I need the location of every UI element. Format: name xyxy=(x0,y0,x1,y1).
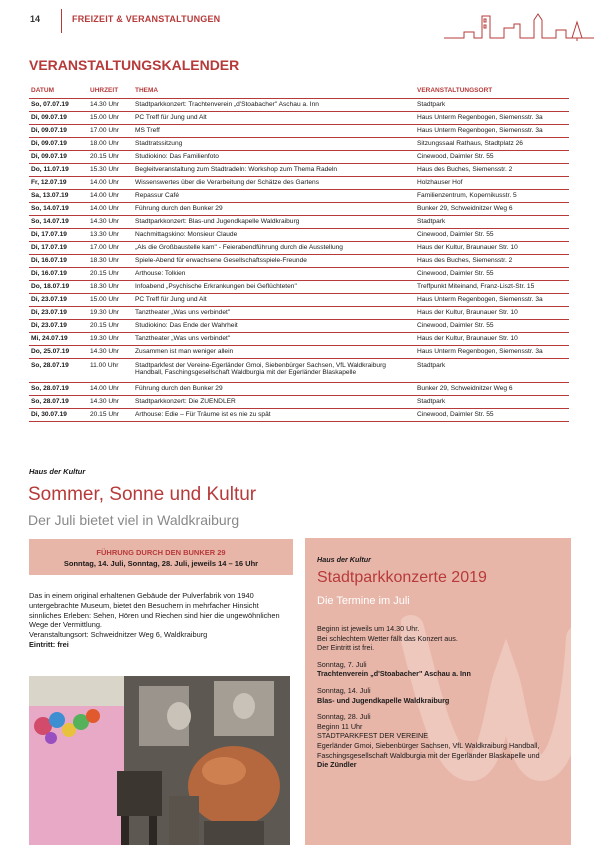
event-calendar-table xyxy=(29,84,569,422)
feature-kicker: Haus der Kultur xyxy=(29,467,86,476)
event-venue: Haus Unterm Regenbogen, Siemensstr. 3a xyxy=(415,293,569,306)
event-venue: Haus der Kultur, Braunauer Str. 10 xyxy=(415,306,569,319)
table-row xyxy=(29,358,569,382)
event-topic: PC Treff für Jung und Alt xyxy=(133,293,415,306)
event-date: Di, 09.07.19 xyxy=(29,150,88,163)
event-topic: Begleitveranstaltung zum Stadtradeln: Workshop zum Thema Radeln xyxy=(133,163,415,176)
bunker-entry-fee: Eintritt: frei xyxy=(29,639,69,649)
event-time: 14.30 Uhr xyxy=(88,345,133,358)
event-time: 15.30 Uhr xyxy=(88,163,133,176)
bunker-tour-title: FÜHRUNG DURCH DEN BUNKER 29 xyxy=(96,548,226,557)
event-topic: Studiokino: Das Ende der Wahrheit xyxy=(133,319,415,332)
event-venue: Haus der Kultur, Braunauer Str. 10 xyxy=(415,332,569,345)
table-row xyxy=(29,228,569,241)
event-date: Di, 23.07.19 xyxy=(29,306,88,319)
event-time: 15.00 Uhr xyxy=(88,111,133,124)
table-header-row xyxy=(29,84,569,98)
event-time: 20.15 Uhr xyxy=(88,150,133,163)
event-time: 20.15 Uhr xyxy=(88,267,133,280)
event-topic: Stadtparkkonzert: Die ZUENDLER xyxy=(133,395,415,408)
event-date: Do, 11.07.19 xyxy=(29,163,88,176)
event-date: Fr, 12.07.19 xyxy=(29,176,88,189)
event-date: Do, 18.07.19 xyxy=(29,280,88,293)
event-venue: Cinewood, Daimler Str. 55 xyxy=(415,408,569,421)
event-venue: Stadtpark xyxy=(415,358,569,382)
event-topic: Tanztheater „Was uns verbindet" xyxy=(133,306,415,319)
event-topic: Stadtparkkonzert: Trachtenverein „d'Stoabacher" Aschau a. Inn xyxy=(133,98,415,111)
concert-band: Trachtenverein „d'Stoabacher" Aschau a. Inn xyxy=(317,669,471,679)
table-row xyxy=(29,306,569,319)
event-date: So, 14.07.19 xyxy=(29,215,88,228)
table-row xyxy=(29,176,569,189)
table-row xyxy=(29,345,569,358)
event-time: 20.15 Uhr xyxy=(88,319,133,332)
event-date: So, 28.07.19 xyxy=(29,358,88,382)
concert-date: Sonntag, 14. Juli xyxy=(317,685,371,695)
event-date: Do, 25.07.19 xyxy=(29,345,88,358)
event-topic: Spiele-Abend für erwachsene Gesellschaftsspiele-Freunde xyxy=(133,254,415,267)
feature-title: Sommer, Sonne und Kultur xyxy=(28,484,257,505)
event-venue: Haus des Buches, Siemensstr. 2 xyxy=(415,163,569,176)
column-header-venue: VERANSTALTUNGSORT xyxy=(415,84,569,98)
event-venue: Familienzentrum, Kopernikusstr. 5 xyxy=(415,189,569,202)
city-skyline-icon xyxy=(444,10,594,44)
concerts-title: Stadtparkkonzerte 2019 xyxy=(317,569,487,586)
calendar-title: VERANSTALTUNGSKALENDER xyxy=(29,57,240,73)
event-topic: Infoabend „Psychische Erkrankungen bei Geflüchteten" xyxy=(133,280,415,293)
event-time: 17.00 Uhr xyxy=(88,124,133,137)
event-time: 15.00 Uhr xyxy=(88,293,133,306)
concerts-kicker: Haus der Kultur xyxy=(317,555,371,564)
event-time: 14.30 Uhr xyxy=(88,395,133,408)
event-topic: Wissenswertes über die Verarbeitung der Schätze des Gartens xyxy=(133,176,415,189)
bunker-tour-banner xyxy=(29,539,293,575)
event-time: 17.00 Uhr xyxy=(88,241,133,254)
event-topic: Führung durch den Bunker 29 xyxy=(133,202,415,215)
event-venue: Stadtpark xyxy=(415,98,569,111)
table-row xyxy=(29,332,569,345)
table-row xyxy=(29,241,569,254)
table-row xyxy=(29,189,569,202)
concert-fest-title: STADTPARKFEST DER VEREINE xyxy=(317,731,429,741)
event-venue: Cinewood, Daimler Str. 55 xyxy=(415,150,569,163)
event-date: Di, 09.07.19 xyxy=(29,137,88,150)
table-row xyxy=(29,98,569,111)
table-row xyxy=(29,382,569,395)
museum-photo-illustration xyxy=(29,676,290,845)
table-row xyxy=(29,280,569,293)
concert-date-item xyxy=(317,686,567,705)
table-row xyxy=(29,111,569,124)
event-date: Di, 23.07.19 xyxy=(29,319,88,332)
park-concerts-box xyxy=(305,538,571,845)
column-header-date: DATUM xyxy=(29,84,88,98)
event-venue: Bunker 29, Schweidnitzer Weg 6 xyxy=(415,382,569,395)
concerts-intro xyxy=(317,624,567,653)
concert-band: Die Zündler xyxy=(317,760,357,770)
event-venue: Stadtpark xyxy=(415,395,569,408)
table-row xyxy=(29,215,569,228)
table-row xyxy=(29,150,569,163)
event-date: Di, 17.07.19 xyxy=(29,228,88,241)
page-number: 14 xyxy=(30,14,41,24)
event-time: 14.00 Uhr xyxy=(88,202,133,215)
event-topic: PC Treff für Jung und Alt xyxy=(133,111,415,124)
table-row xyxy=(29,293,569,306)
table-row xyxy=(29,163,569,176)
event-topic: Nachmittagskino: Monsieur Claude xyxy=(133,228,415,241)
event-venue: Haus Unterm Regenbogen, Siemensstr. 3a xyxy=(415,124,569,137)
concerts-start-time: Beginn ist jeweils um 14.30 Uhr. xyxy=(317,624,420,633)
event-time: 20.15 Uhr xyxy=(88,408,133,421)
table-row xyxy=(29,137,569,150)
event-venue: Haus des Buches, Siemensstr. 2 xyxy=(415,254,569,267)
event-topic: Tanztheater „Was uns verbindet" xyxy=(133,332,415,345)
event-time: 11.00 Uhr xyxy=(88,358,133,382)
event-venue: Cinewood, Daimler Str. 55 xyxy=(415,319,569,332)
event-time: 18.00 Uhr xyxy=(88,137,133,150)
event-topic: Stadtparkfest der Vereine-Egerländer Gmoi, Siebenbürger Sachsen, VfL Waldkraiburg Handball, Faschingsgesellschaft Waldburgia mit der Egerländer Blaskapelle xyxy=(133,358,415,382)
event-time: 13.30 Uhr xyxy=(88,228,133,241)
header-divider xyxy=(61,9,62,33)
bunker-description xyxy=(29,591,293,650)
column-header-time: UHRZEIT xyxy=(88,84,133,98)
event-venue: Haus Unterm Regenbogen, Siemensstr. 3a xyxy=(415,345,569,358)
table-row xyxy=(29,395,569,408)
event-topic: Stadtratssitzung xyxy=(133,137,415,150)
concert-date: Sonntag, 7. Juli xyxy=(317,659,367,669)
event-topic: Führung durch den Bunker 29 xyxy=(133,382,415,395)
table-row xyxy=(29,267,569,280)
event-date: So, 14.07.19 xyxy=(29,202,88,215)
page-header xyxy=(0,0,598,46)
event-venue: Treffpunkt Miteinand, Franz-Liszt-Str. 15 xyxy=(415,280,569,293)
table-row xyxy=(29,319,569,332)
event-venue: Stadtpark xyxy=(415,215,569,228)
event-venue: Cinewood, Daimler Str. 55 xyxy=(415,228,569,241)
column-header-topic: THEMA xyxy=(133,84,415,98)
event-date: Sa, 13.07.19 xyxy=(29,189,88,202)
event-venue: Cinewood, Daimler Str. 55 xyxy=(415,267,569,280)
event-time: 14.30 Uhr xyxy=(88,215,133,228)
table-row xyxy=(29,408,569,421)
event-topic: MS Treff xyxy=(133,124,415,137)
event-date: Di, 23.07.19 xyxy=(29,293,88,306)
event-time: 18.30 Uhr xyxy=(88,280,133,293)
event-date: Di, 09.07.19 xyxy=(29,111,88,124)
event-topic: Studiokino: Das Familienfoto xyxy=(133,150,415,163)
event-date: Di, 16.07.19 xyxy=(29,254,88,267)
event-venue: Bunker 29, Schweidnitzer Weg 6 xyxy=(415,202,569,215)
bunker-venue: Veranstaltungsort: Schweidnitzer Weg 6, Waldkraiburg xyxy=(29,630,208,640)
concerts-subtitle: Die Termine im Juli xyxy=(317,595,410,607)
event-venue: Holzhauser Hof xyxy=(415,176,569,189)
event-time: 14.00 Uhr xyxy=(88,189,133,202)
event-time: 14.00 Uhr xyxy=(88,176,133,189)
event-venue: Haus Unterm Regenbogen, Siemensstr. 3a xyxy=(415,111,569,124)
concerts-weather-note: Bei schlechtem Wetter fällt das Konzert aus. xyxy=(317,633,458,643)
event-date: Di, 17.07.19 xyxy=(29,241,88,254)
concert-date-item xyxy=(317,712,567,770)
concerts-entry-note: Der Eintritt ist frei. xyxy=(317,643,375,653)
feature-subtitle: Der Juli bietet viel in Waldkraiburg xyxy=(28,512,240,528)
table-row xyxy=(29,254,569,267)
event-time: 18.30 Uhr xyxy=(88,254,133,267)
concert-date: Sonntag, 28. Juli xyxy=(317,712,371,722)
concert-fest-clubs: Egerländer Gmoi, Siebenbürger Sachsen, VfL Waldkraiburg Handball, Faschingsgesellschaft Waldburgia mit der Egerländer Blaskapelle und xyxy=(317,740,540,760)
event-date: Di, 16.07.19 xyxy=(29,267,88,280)
event-venue: Sitzungssaal Rathaus, Stadtplatz 26 xyxy=(415,137,569,150)
concert-start: Beginn 11 Uhr xyxy=(317,721,363,731)
event-date: So, 07.07.19 xyxy=(29,98,88,111)
event-date: So, 28.07.19 xyxy=(29,382,88,395)
event-time: 19.30 Uhr xyxy=(88,332,133,345)
concerts-body xyxy=(317,624,567,777)
table-row xyxy=(29,124,569,137)
event-date: Di, 09.07.19 xyxy=(29,124,88,137)
event-topic: Zusammen ist man weniger allein xyxy=(133,345,415,358)
museum-photo xyxy=(29,676,290,845)
section-title: FREIZEIT & VERANSTALTUNGEN xyxy=(72,14,221,24)
bunker-body-text: Das in einem original erhaltenen Gebäude der Pulverfabrik von 1940 untergebrachte Museum, bietet den Besuchern in mehrfacher Hinsicht sinnliches Erleben: Sehen, Hören und Riechen sind hier die ungewöhnlichen Wege der Vermittlung. xyxy=(29,591,280,630)
event-topic: Stadtparkkonzert: Blas-und Jugendkapelle Waldkraiburg xyxy=(133,215,415,228)
event-time: 14.00 Uhr xyxy=(88,382,133,395)
bunker-tour-dates: Sonntag, 14. Juli, Sonntag, 28. Juli, jeweils 14 – 16 Uhr xyxy=(63,559,259,568)
event-time: 19.30 Uhr xyxy=(88,306,133,319)
event-topic: „Als die Großbaustelle kam" - Feierabendführung durch die Ausstellung xyxy=(133,241,415,254)
table-row xyxy=(29,202,569,215)
event-topic: Repassur Café xyxy=(133,189,415,202)
event-date: So, 28.07.19 xyxy=(29,395,88,408)
event-topic: Arthouse: Edie – Für Träume ist es nie zu spät xyxy=(133,408,415,421)
event-venue: Haus der Kultur, Braunauer Str. 10 xyxy=(415,241,569,254)
event-date: Di, 30.07.19 xyxy=(29,408,88,421)
event-date: Mi, 24.07.19 xyxy=(29,332,88,345)
event-topic: Arthouse: Tolkien xyxy=(133,267,415,280)
concert-date-item xyxy=(317,660,567,679)
event-time: 14.30 Uhr xyxy=(88,98,133,111)
concert-band: Blas- und Jugendkapelle Waldkraiburg xyxy=(317,695,450,705)
